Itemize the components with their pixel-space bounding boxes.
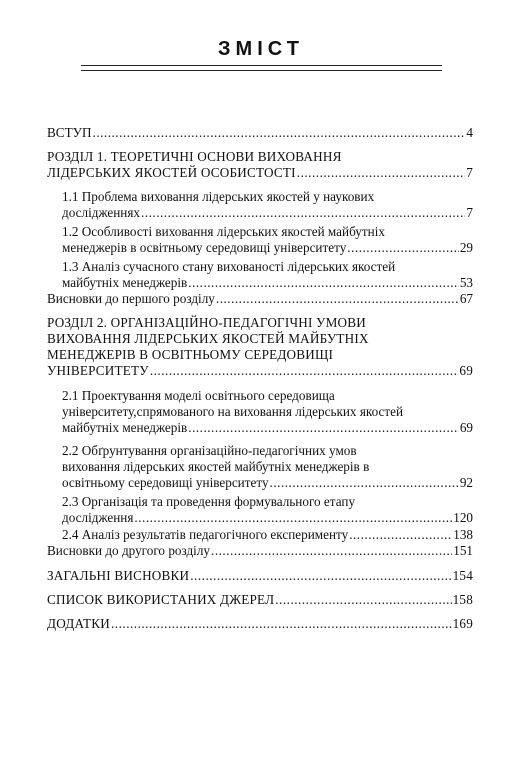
toc-page-number: 151 [453,543,473,558]
dot-leader [190,568,451,584]
toc-page-number: 7 [466,205,473,220]
toc-entry-line: УНІВЕРСИТЕТУ [47,363,149,378]
toc-page-number: 158 [452,592,473,607]
toc-entry-line: СПИСОК ВИКОРИСТАНИХ ДЖЕРЕЛ [47,592,275,607]
page-title: ЗМІСТ [218,38,304,60]
toc-entry-line: Висновки до другого розділу [47,543,211,558]
toc-entry-line: ЛІДЕРСЬКИХ ЯКОСТЕЙ ОСОБИСТОСТІ [47,165,296,180]
toc-entry [62,224,473,256]
toc-entry [47,592,473,608]
toc-entry-line: освітньому середовищі університету [62,475,269,490]
toc-entry-line: університету,спрямованого на виховання лідерських якостей [62,404,404,419]
toc-page-number: 169 [452,616,473,631]
dot-leader [347,240,459,256]
toc-entry [62,259,473,291]
toc-entry-line: майбутніх менеджерів [62,420,188,435]
toc-entry [62,494,473,526]
dot-leader [270,475,459,491]
toc-entry-line: РОЗДІЛ 1. ТЕОРЕТИЧНІ ОСНОВИ ВИХОВАННЯ [47,149,342,164]
toc-entry-final-line [62,527,473,543]
toc-entry-final-line [62,240,473,256]
toc-entry-final-line [47,568,473,584]
dot-leader [93,125,466,141]
toc-entry-final-line [47,592,473,608]
toc-entry [47,149,473,181]
toc-page-number: 53 [459,275,473,290]
toc-page-number: 69 [459,420,473,435]
toc-entry-line: РОЗДІЛ 2. ОРГАНІЗАЦІЙНО-ПЕДАГОГІЧНІ УМОВИ [47,315,366,330]
title-rule-top [81,65,442,66]
toc-page-number: 67 [459,291,473,306]
toc-entry-line: 1.1 Проблема виховання лідерських якостей у наукових [62,189,375,204]
dot-leader [134,510,452,526]
toc-entry-line: ЗАГАЛЬНІ ВИСНОВКИ [47,568,190,583]
dot-leader [150,363,459,379]
toc-entry-line: менеджерів в освітньому середовищі університету [62,240,347,255]
toc-entry-line: виховання лідерських якостей майбутніх менеджерів в [62,459,370,474]
toc-entry [62,443,473,491]
toc-entry-line: 2.2 Обґрунтування організаційно-педагогічних умов [62,443,357,458]
dot-leader [349,527,452,543]
toc-entry [47,291,473,307]
toc-entry-final-line [62,420,473,436]
toc-entry-final-line [47,543,473,559]
toc-entry-line: 2.3 Організація та проведення формувального етапу [62,494,356,509]
toc-entry-line: 2.4 Аналіз результатів педагогічного експерименту [62,527,349,542]
dot-leader [216,291,459,307]
dot-leader [141,205,465,221]
toc-entry [62,388,473,436]
toc-entry-line: ВСТУП [47,125,92,140]
toc-entry [47,125,473,141]
toc-entry-line: ВИХОВАННЯ ЛІДЕРСЬКИХ ЯКОСТЕЙ МАЙБУТНІХ [47,331,369,346]
toc-page-number: 92 [459,475,473,490]
toc-entry-line: дослідженнях [62,205,141,220]
toc-page-number: 138 [453,527,473,542]
toc-entry-final-line [47,616,473,632]
toc-page-number: 4 [466,125,473,140]
toc-page-number: 154 [452,568,473,583]
toc-page-number: 7 [466,165,473,180]
title-rule-bottom [81,70,442,71]
toc-entry [62,189,473,221]
toc-entry-final-line [47,125,473,141]
toc-entry [47,616,473,632]
dot-leader [297,165,465,181]
toc-entry-final-line [47,363,473,379]
toc-entry [62,527,473,543]
dot-leader [188,420,459,436]
toc-entry-line: 2.1 Проектування моделі освітнього середовища [62,388,335,403]
toc-entry-line: ДОДАТКИ [47,616,110,631]
toc-page-number: 120 [453,510,473,525]
toc-entry-line: 1.3 Аналіз сучасного стану вихованості лідерських якостей [62,259,396,274]
toc-entry-final-line [62,205,473,221]
toc-page-number: 29 [459,240,473,255]
toc-entry-final-line [62,275,473,291]
toc-entry-final-line [47,291,473,307]
toc-entry [47,568,473,584]
dot-leader [111,616,452,632]
toc-entry [47,543,473,559]
toc-entry-line: 1.2 Особливості виховання лідерських якостей майбутніх [62,224,385,239]
toc-entry-line: дослідження [62,510,134,525]
dot-leader [211,543,452,559]
toc-entry-line: Висновки до першого розділу [47,291,215,306]
toc-entry-final-line [62,475,473,491]
toc-entry [47,315,473,379]
toc-page-number: 69 [459,363,473,378]
dot-leader [275,592,451,608]
toc-entry-final-line [62,510,473,526]
dot-leader [188,275,459,291]
toc-entry-final-line [47,165,473,181]
toc-entry-line: майбутніх менеджерів [62,275,188,290]
toc-entry-line: МЕНЕДЖЕРІВ В ОСВІТНЬОМУ СЕРЕДОВИЩІ [47,347,334,362]
